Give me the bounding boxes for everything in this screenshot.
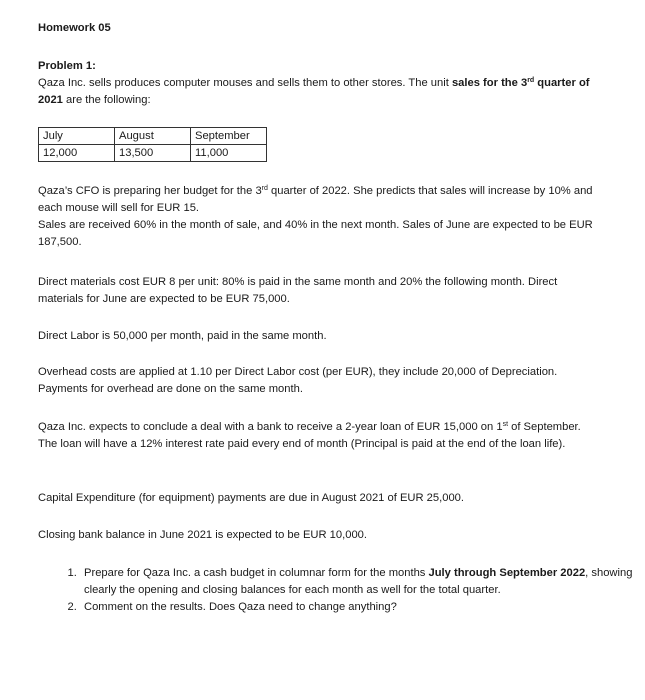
question-1: 1. Prepare for Qaza Inc. a cash budget in columnar form for the months July through September 2022, showing clearly the opening and closing balances for each month as well for the total quarter. bbox=[80, 565, 645, 599]
question-list bbox=[38, 565, 645, 616]
sales-table-header-row bbox=[39, 128, 267, 145]
intro-bold-a: sales for the 3rd quarter of 2021 bbox=[38, 77, 590, 106]
cfo-paragraph: Qaza’s CFO is preparing her budget for the 3rd quarter of 2022. She predicts that sales will increase by 10% and each mouse will sell for EUR 15. Sales are received 60% in the month of sale, and 40% in the next month. Sales of June are expected to be EUR 187,500. bbox=[38, 185, 593, 248]
question-2: 2. Comment on the results. Does Qaza need to change anything? bbox=[80, 599, 645, 616]
value-september: 11,000 bbox=[191, 145, 267, 162]
intro-sup: rd bbox=[527, 77, 535, 84]
cfo-sup: rd bbox=[261, 185, 268, 192]
intro-text-b: are the following: bbox=[62, 94, 151, 106]
header-august: August bbox=[115, 128, 191, 145]
sales-table-value-row bbox=[39, 145, 267, 162]
direct-materials-paragraph: Direct materials cost EUR 8 per unit: 80% is paid in the same month and 20% the following month. Direct materials for June are expected to be EUR 75,000. bbox=[38, 276, 558, 305]
value-july: 12,000 bbox=[39, 145, 115, 162]
sales-receipts-line: Sales are received 60% in the month of sale, and 40% in the next month. Sales of June are expected to be EUR 187,500. bbox=[38, 219, 593, 248]
direct-labor-paragraph: Direct Labor is 50,000 per month, paid in the same month. bbox=[38, 330, 327, 342]
loan-paragraph: Qaza Inc. expects to conclude a deal with a bank to receive a 2-year loan of EUR 15,000 on 1st of September. The loan will have a 12% interest rate paid every end of month (Principal is paid at the end of the loan life). bbox=[38, 421, 581, 450]
problem-title: Problem 1: bbox=[38, 60, 96, 72]
header-september: September bbox=[191, 128, 267, 145]
closing-balance-paragraph: Closing bank balance in June 2021 is expected to be EUR 10,000. bbox=[38, 529, 368, 541]
capex-paragraph: Capital Expenditure (for equipment) payments are due in August 2021 of EUR 25,000. bbox=[38, 492, 465, 504]
intro-paragraph bbox=[38, 75, 598, 109]
overhead-paragraph: Overhead costs are applied at 1.10 per Direct Labor cost (per EUR), they include 20,000 of Depreciation. Payments for overhead are done on the same month. bbox=[38, 366, 558, 395]
header-july: July bbox=[39, 128, 115, 145]
homework-title: Homework 05 bbox=[38, 22, 111, 34]
loan-sup: st bbox=[502, 421, 509, 428]
sales-table bbox=[38, 127, 267, 162]
value-august: 13,500 bbox=[115, 145, 191, 162]
intro-text-a: Qaza Inc. sells produces computer mouses and sells them to other stores. The unit bbox=[38, 77, 452, 89]
